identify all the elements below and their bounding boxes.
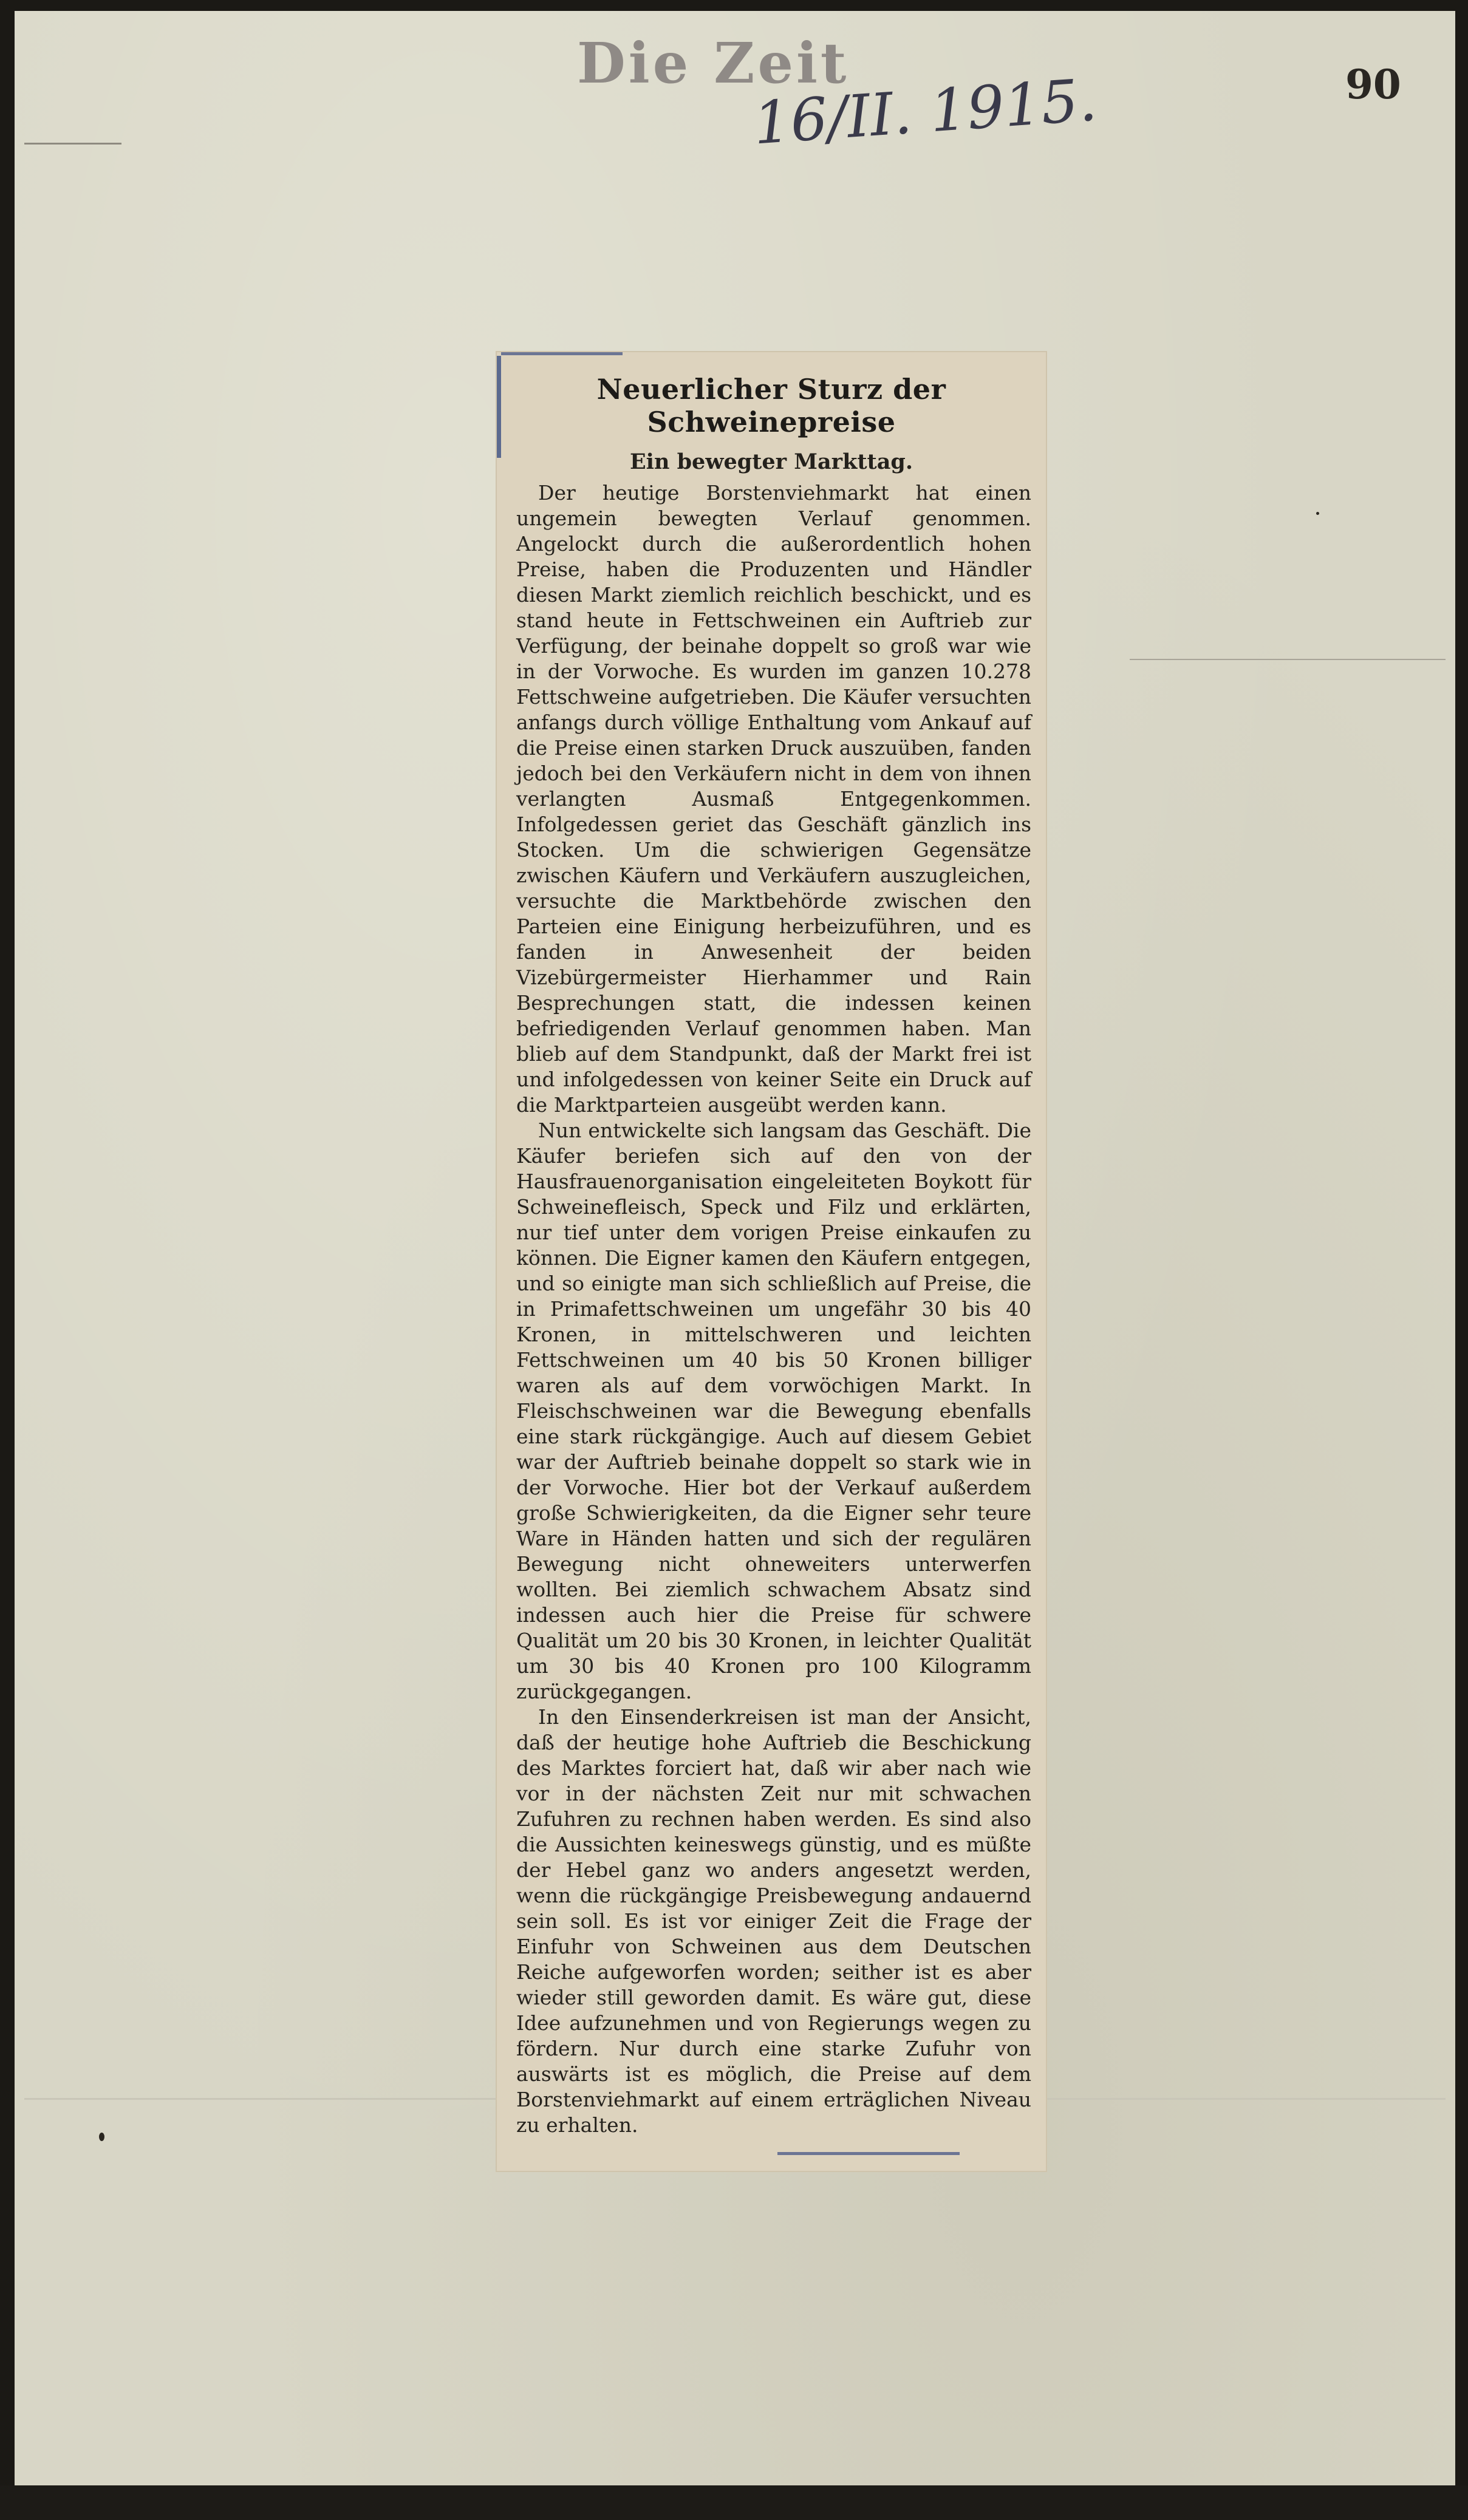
article-body [497, 480, 1046, 2138]
page-number: 90 [1345, 61, 1401, 108]
scan-border [0, 2485, 1468, 2520]
article-headline: Neuerlicher Sturz der Schweinepreise [596, 373, 946, 438]
clipping-edge [777, 2152, 960, 2155]
clipping-edge [497, 356, 501, 458]
article-paragraph: In den Einsenderkreisen ist man der Ansicht, daß der heutige hohe Auftrieb die Beschickung des Marktes forciert hat, daß wir aber nach wie vor in der nächsten Zeit nur mit schwachen Zufuhren zu rechnen haben werden. Es sind also die Aussichten keineswegs günstig, und es müßte der Hebel ganz wo anders angesetzt werden, wenn die rückgängige Preisbewegung andauernd sein soll. Es ist vor einiger Zeit die Frage der Einfuhr von Schweinen aus dem Deutschen Reiche aufgeworfen worden; seither ist es aber wieder still geworden damit. Es wäre gut, diese Idee aufzunehmen und von Regierungs wegen zu fördern. Nur durch eine starke Zufuhr von auswärts ist es möglich, die Preise auf dem Borstenviehmarkt auf einem erträglichen Niveau zu erhalten. [516, 1705, 1031, 2137]
fold-line [1130, 659, 1446, 660]
clipping-edge [501, 352, 623, 355]
pencil-mark [24, 143, 121, 145]
newspaper-name-stamp: Die Zeit [577, 30, 850, 96]
ink-speck [99, 2133, 104, 2141]
article-subheadline: Ein bewegter Markttag. [629, 449, 913, 474]
ink-speck [1316, 512, 1319, 515]
article-paragraph: Der heutige Borstenviehmarkt hat einen ungemein bewegten Verlauf genommen. Angelockt durch die außerordentlich hohen Preise, haben die Produzenten und Händler diesen Markt ziemlich reichlich beschickt, und es stand heute in Fettschweinen ein Auftrieb zur Verfügung, der beinahe doppelt so groß war wie in der Vorwoche. Es wurden im ganzen 10.278 Fettschweine aufgetrieben. Die Käufer versuchten anfangs durch völlige Enthaltung vom Ankauf auf die Preise einen starken Druck auszuüben, fanden jedoch bei den Verkäufern nicht in dem von ihnen verlangten Ausmaß Entgegenkommen. Infolgedessen geriet das Geschäft gänzlich ins Stocken. Um die schwierigen Gegensätze zwischen Käufern und Verkäufern auszugleichen, versuchte die Marktbehörde zwischen den Parteien eine Einigung herbeizuführen, und es fanden in Anwesenheit der beiden Vizebürgermeister Hierhammer und Rain Besprechungen statt, die indessen keinen befriedigenden Verlauf genommen haben. Man blieb auf dem Standpunkt, daß der Markt frei ist und infolgedessen von keiner Seite ein Druck auf die Marktparteien ausgeübt werden kann. [516, 481, 1031, 1117]
handwritten-date: 16/II. 1915. [751, 66, 1099, 158]
newspaper-clipping [497, 352, 1046, 2171]
article-paragraph: Nun entwickelte sich langsam das Geschäft. Die Käufer beriefen sich auf den von der Hausfrauenorganisation eingeleiteten Boykott für Schweinefleisch, Speck und Filz und erklärten, nur tief unter dem vorigen Preise einkaufen zu können. Die Eigner kamen den Käufern entgegen, und so einigte man sich schließlich auf Preise, die in Primafettschweinen um ungefähr 30 bis 40 Kronen, in mittelschweren und leichten Fettschweinen um 40 bis 50 Kronen billiger waren als auf dem vorwöchigen Markt. In Fleischschweinen war die Bewegung ebenfalls eine stark rückgängige. Auch auf diesem Gebiet war der Auftrieb beinahe doppelt so stark wie in der Vorwoche. Hier bot der Verkauf außerdem große Schwierigkeiten, da die Eigner sehr teure Ware in Händen hatten und sich der regulären Bewegung nicht ohneweiters unterwerfen wollten. Bei ziemlich schwachem Absatz sind indessen auch hier die Preise für schwere Qualität um 20 bis 30 Kronen, in leichter Qualität um 30 bis 40 Kronen pro 100 Kilogramm zurückgegangen. [516, 1119, 1031, 1703]
